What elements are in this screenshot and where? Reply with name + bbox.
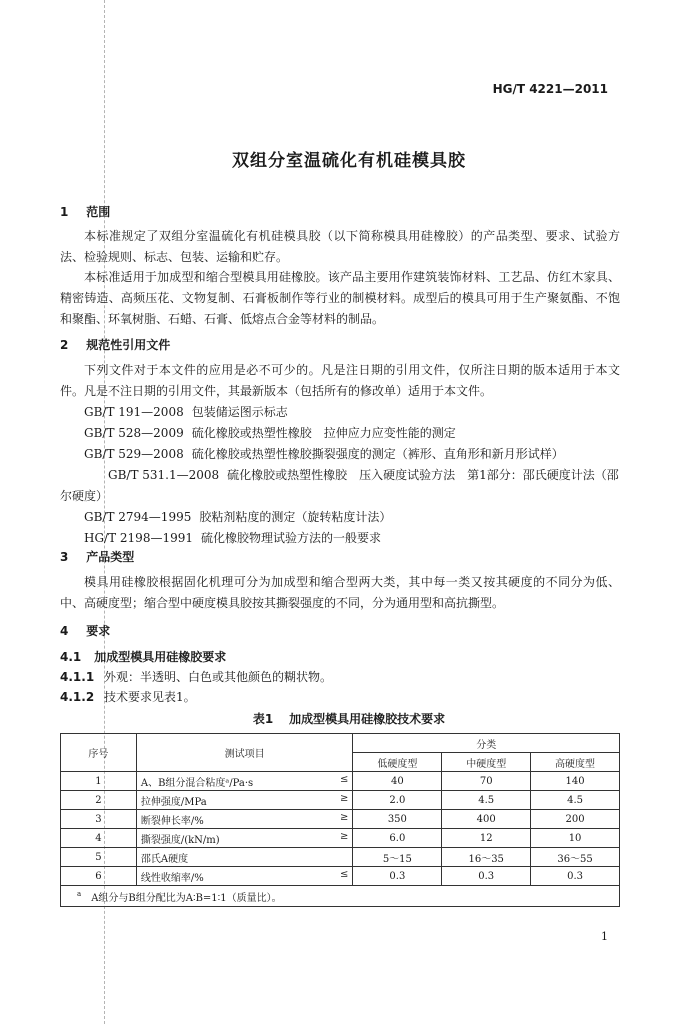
comparator: ≤ bbox=[340, 868, 349, 880]
clause-number: 4.1.2 bbox=[60, 690, 95, 704]
reference-code: GB/T 528—2009 bbox=[84, 426, 184, 440]
cell-no: 2 bbox=[61, 791, 137, 810]
comparator: ≥ bbox=[340, 792, 349, 804]
cell-item bbox=[136, 867, 353, 886]
item-text: 邵氏A硬度 bbox=[140, 853, 189, 865]
table-title: 加成型模具用硅橡胶技术要求 bbox=[289, 712, 446, 726]
cell-low: 0.3 bbox=[353, 867, 442, 886]
item-text: 断裂伸长率/% bbox=[140, 815, 204, 827]
section-1-paragraph-1: 本标准规定了双组分室温硫化有机硅模具胶（以下简称模具用硅橡胶）的产品类型、要求、试验方法、检验规则、标志、包装、运输和贮存。 bbox=[60, 229, 620, 264]
cell-high: 200 bbox=[531, 810, 620, 829]
table-row bbox=[61, 772, 620, 791]
table-header-row bbox=[61, 734, 620, 753]
document-title: 双组分室温硫化有机硅模具胶 bbox=[232, 151, 466, 171]
cell-item bbox=[136, 810, 353, 829]
section-title: 范围 bbox=[86, 205, 111, 219]
clause-4-1-1 bbox=[60, 668, 332, 685]
header-no: 序号 bbox=[61, 734, 137, 772]
cell-low: 350 bbox=[353, 810, 442, 829]
clause-text: 外观：半透明、白色或其他颜色的糊状物。 bbox=[104, 670, 333, 684]
page-number: 1 bbox=[601, 930, 608, 943]
reference-code: HG/T 2198—1991 bbox=[84, 531, 193, 545]
table-caption bbox=[0, 710, 698, 727]
section-title: 加成型模具用硅橡胶要求 bbox=[94, 650, 227, 664]
section-1-paragraph-2: 本标准适用于加成型和缩合型模具用硅橡胶。该产品主要用作建筑装饰材料、工艺品、仿红木家具、精密铸造、高频压花、文物复制、石膏板制作等行业的制模材料。成型后的模具可用于生产聚氨酯、不饱和聚酯、环氧树脂、石蜡、石膏、低熔点合金等材料的制品。 bbox=[60, 270, 620, 326]
section-number: 4 bbox=[60, 624, 69, 638]
header-group: 分类 bbox=[353, 734, 620, 753]
cell-item bbox=[136, 772, 353, 791]
comparator: ≥ bbox=[340, 811, 349, 823]
section-1-heading bbox=[60, 203, 110, 220]
item-text: 撕裂强度/(kN/m) bbox=[140, 834, 220, 846]
table-row bbox=[61, 791, 620, 810]
cell-mid: 16～35 bbox=[442, 848, 531, 867]
reference-item bbox=[84, 402, 620, 423]
clause-text: 技术要求见表1。 bbox=[104, 690, 196, 704]
section-number: 3 bbox=[60, 550, 69, 564]
reference-title: 硫化橡胶或热塑性橡胶 压入硬度试验方法 第1部分：邵氏硬度计法（邵尔硬度） bbox=[60, 468, 619, 503]
cell-no: 3 bbox=[61, 810, 137, 829]
cell-no: 4 bbox=[61, 829, 137, 848]
table-footnote-row bbox=[61, 886, 620, 907]
section-title: 产品类型 bbox=[86, 550, 135, 564]
header-low: 低硬度型 bbox=[353, 753, 442, 772]
cell-item bbox=[136, 829, 353, 848]
clause-4-1-2 bbox=[60, 688, 196, 705]
footnote-text: A组分与B组分配比为A∶B=1∶1（质量比）。 bbox=[91, 892, 282, 904]
reference-item bbox=[84, 423, 620, 444]
table-row bbox=[61, 848, 620, 867]
cell-low: 2.0 bbox=[353, 791, 442, 810]
reference-title: 包装储运图示标志 bbox=[191, 405, 288, 419]
cell-high: 4.5 bbox=[531, 791, 620, 810]
section-2-heading bbox=[60, 336, 170, 353]
reference-code: GB/T 191—2008 bbox=[84, 405, 184, 419]
reference-code: GB/T 2794—1995 bbox=[84, 510, 192, 524]
table-footnote-cell bbox=[61, 886, 620, 907]
cell-high: 0.3 bbox=[531, 867, 620, 886]
cell-mid: 12 bbox=[442, 829, 531, 848]
reference-item bbox=[84, 528, 620, 549]
section-number: 4.1 bbox=[60, 650, 82, 664]
cell-low: 5～15 bbox=[353, 848, 442, 867]
cell-mid: 400 bbox=[442, 810, 531, 829]
cell-high: 140 bbox=[531, 772, 620, 791]
section-4-1-heading bbox=[60, 648, 226, 665]
cell-mid: 0.3 bbox=[442, 867, 531, 886]
cell-high: 10 bbox=[531, 829, 620, 848]
reference-item bbox=[60, 465, 620, 507]
reference-item bbox=[84, 444, 620, 465]
section-number: 2 bbox=[60, 338, 69, 352]
section-number: 1 bbox=[60, 205, 69, 219]
cell-low: 6.0 bbox=[353, 829, 442, 848]
item-text: A、B组分混合粘度ᵃ/Pa·s bbox=[140, 777, 254, 789]
cell-high: 36～55 bbox=[531, 848, 620, 867]
section-2-paragraph-1: 下列文件对于本文件的应用是必不可少的。凡是注日期的引用文件，仅所注日期的版本适用于本文件。凡是不注日期的引用文件，其最新版本（包括所有的修改单）适用于本文件。 bbox=[60, 363, 620, 398]
header-item: 测试项目 bbox=[136, 734, 353, 772]
cell-low: 40 bbox=[353, 772, 442, 791]
table-number: 表1 bbox=[252, 712, 274, 726]
comparator: ≥ bbox=[340, 830, 349, 842]
section-3-heading bbox=[60, 548, 134, 565]
header-mid: 中硬度型 bbox=[442, 753, 531, 772]
cell-mid: 4.5 bbox=[442, 791, 531, 810]
reference-code: GB/T 529—2008 bbox=[84, 447, 184, 461]
spec-table bbox=[60, 733, 620, 907]
table-row bbox=[61, 867, 620, 886]
cell-item bbox=[136, 791, 353, 810]
cell-no: 5 bbox=[61, 848, 137, 867]
cell-item bbox=[136, 848, 353, 867]
reference-item bbox=[84, 507, 620, 528]
footnote-mark: a bbox=[77, 890, 82, 899]
item-text: 线性收缩率/% bbox=[140, 872, 204, 884]
cell-no: 1 bbox=[61, 772, 137, 791]
cell-no: 6 bbox=[61, 867, 137, 886]
reference-title: 硫化橡胶或热塑性橡胶撕裂强度的测定（裤形、直角形和新月形试样） bbox=[191, 447, 564, 461]
reference-title: 硫化橡胶或热塑性橡胶 拉伸应力应变性能的测定 bbox=[191, 426, 456, 440]
reference-title: 胶粘剂粘度的测定（旋转粘度计法） bbox=[199, 510, 392, 524]
cell-mid: 70 bbox=[442, 772, 531, 791]
section-4-heading bbox=[60, 622, 110, 639]
section-title: 要求 bbox=[86, 624, 111, 638]
comparator: ≤ bbox=[340, 773, 349, 785]
item-text: 拉伸强度/MPa bbox=[140, 796, 207, 808]
table-row bbox=[61, 829, 620, 848]
section-3-paragraph-1: 模具用硅橡胶根据固化机理可分为加成型和缩合型两大类，其中每一类又按其硬度的不同分为低、中、高硬度型；缩合型中硬度模具胶按其撕裂强度的不同，分为通用型和高抗撕型。 bbox=[60, 575, 620, 610]
reference-code: GB/T 531.1—2008 bbox=[108, 468, 220, 482]
table-row bbox=[61, 810, 620, 829]
clause-number: 4.1.1 bbox=[60, 670, 95, 684]
standard-code: HG/T 4221—2011 bbox=[492, 82, 608, 96]
reference-title: 硫化橡胶物理试验方法的一般要求 bbox=[201, 531, 382, 545]
section-title: 规范性引用文件 bbox=[86, 338, 171, 352]
header-high: 高硬度型 bbox=[531, 753, 620, 772]
